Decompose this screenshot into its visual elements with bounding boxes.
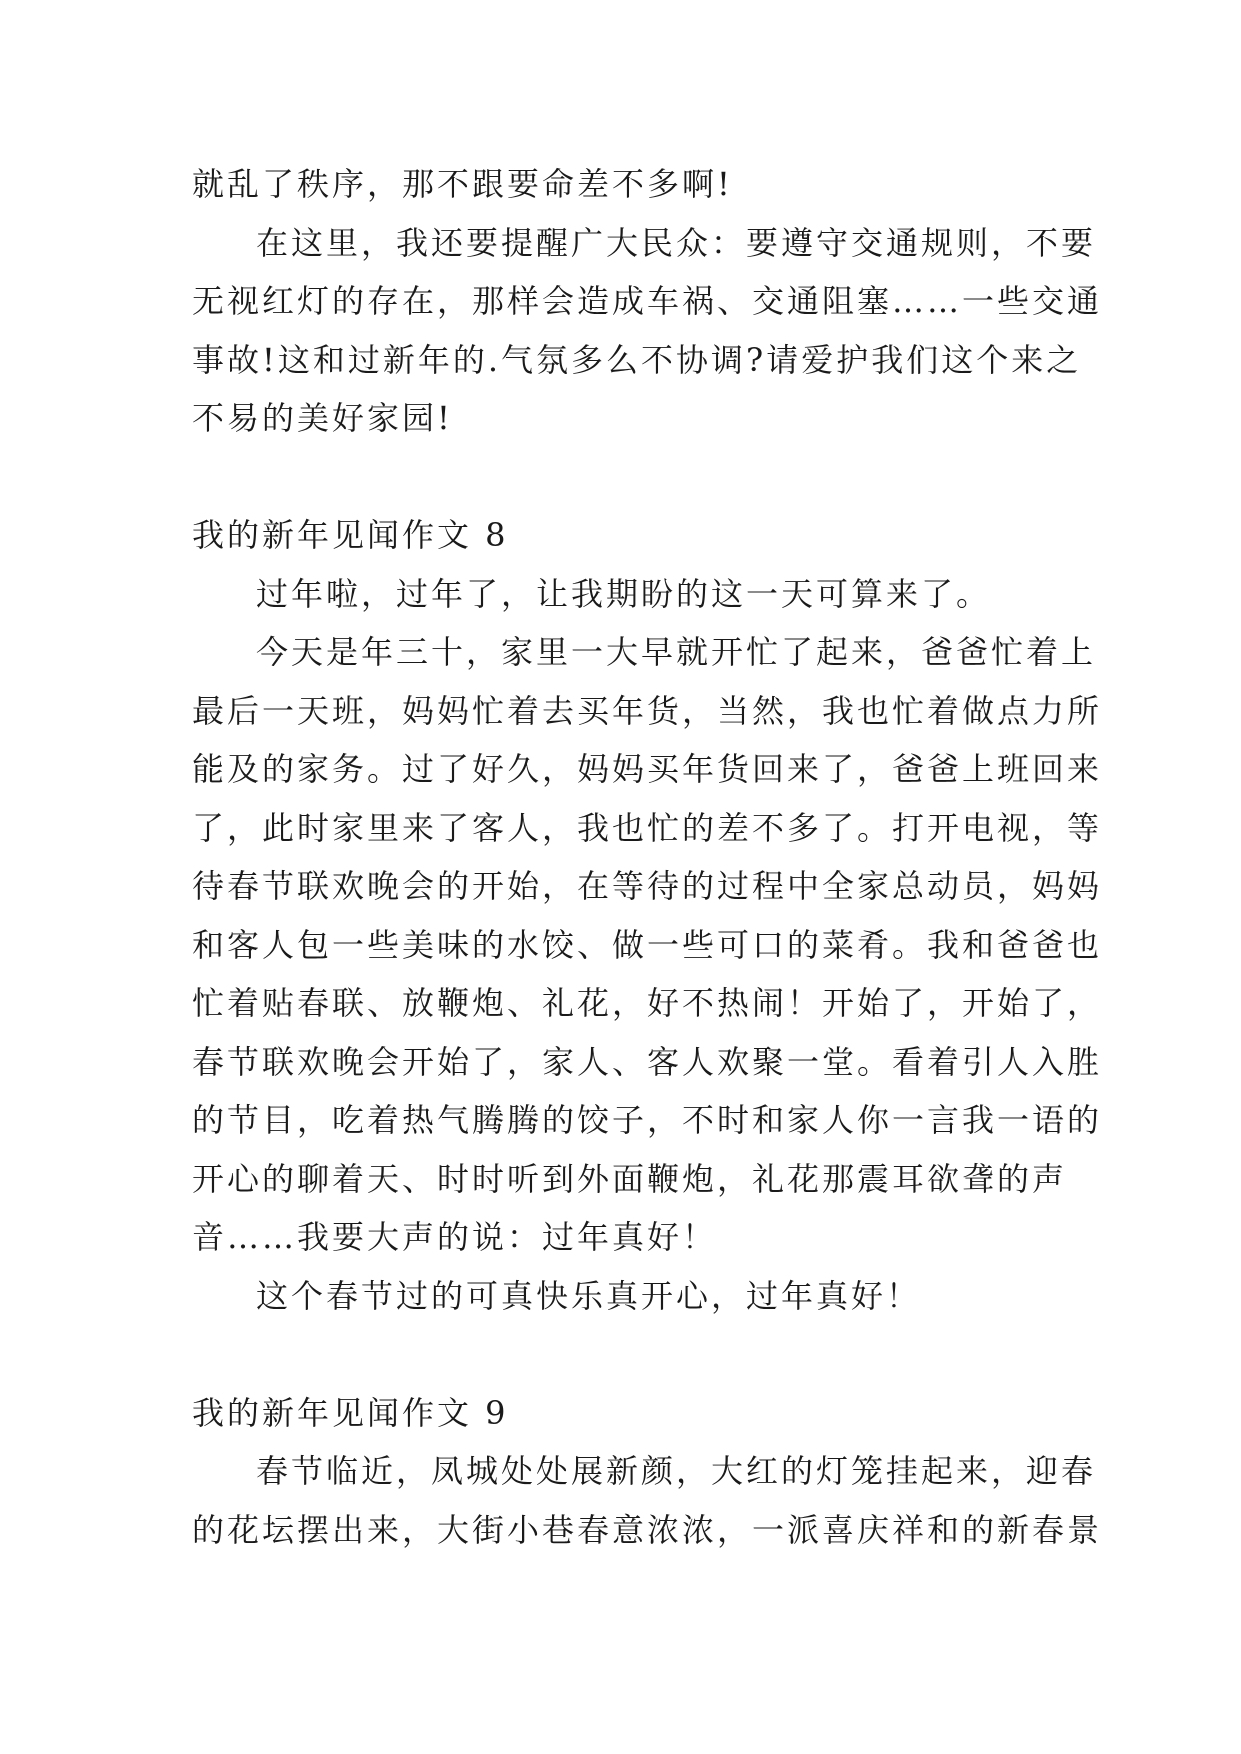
paragraph-start-line: 这个春节过的可真快乐真开心，过年真好！ <box>256 1276 922 1315</box>
text-line: 忙着贴春联、放鞭炮、礼花，好不热闹！开始了，开始了， <box>192 984 1103 1022</box>
text-line: 无视红灯的存在，那样会造成车祸、交通阻塞……一些交通 <box>192 282 1103 320</box>
paragraph-start-line: 春节临近，凤城处处展新颜，大红的灯笼挂起来，迎春 <box>256 1452 1097 1490</box>
text-line: 的节目，吃着热气腾腾的饺子，不时和家人你一言我一语的 <box>192 1101 1103 1139</box>
text-line: 音……我要大声的说：过年真好！ <box>192 1218 718 1256</box>
text-line: 和客人包一些美味的水饺、做一些可口的菜肴。我和爸爸也 <box>192 925 1103 964</box>
text-line: 待春节联欢晚会的开始，在等待的过程中全家总动员，妈妈 <box>192 867 1103 905</box>
section-gap <box>192 1325 1072 1384</box>
text-line: 开心的聊着天、时时听到外面鞭炮，礼花那震耳欲聋的声 <box>192 1159 1068 1198</box>
text-line: 不易的美好家园! <box>192 399 453 437</box>
text-line: 春节联欢晚会开始了，家人、客人欢聚一堂。看着引人入胜 <box>192 1042 1103 1081</box>
section-heading-8: 我的新年见闻作文 8 <box>192 516 509 554</box>
section-gap <box>192 448 1072 507</box>
paragraph-start-line: 今天是年三十，家里一大早就开忙了起来，爸爸忙着上 <box>256 633 1097 671</box>
paragraph-start-line: 过年啦，过年了，让我期盼的这一天可算来了。 <box>256 574 992 613</box>
text-line: 的花坛摆出来，大街小巷春意浓浓，一派喜庆祥和的新春景 <box>192 1510 1103 1549</box>
text-line: 能及的家务。过了好久，妈妈买年货回来了，爸爸上班回来 <box>192 750 1103 788</box>
text-line: 事故!这和过新年的.气氛多么不协调?请爱护我们这个来之 <box>192 340 1082 379</box>
section-heading-9: 我的新年见闻作文 9 <box>192 1393 509 1432</box>
document-body <box>192 155 1103 1559</box>
paragraph-start-line: 在这里，我还要提醒广大民众：要遵守交通规则，不要 <box>256 223 1097 262</box>
text-line: 了，此时家里来了客人，我也忙的差不多了。打开电视，等 <box>192 808 1103 847</box>
text-line: 最后一天班，妈妈忙着去买年货，当然，我也忙着做点力所 <box>192 691 1103 730</box>
text-line: 就乱了秩序，那不跟要命差不多啊! <box>192 165 733 203</box>
